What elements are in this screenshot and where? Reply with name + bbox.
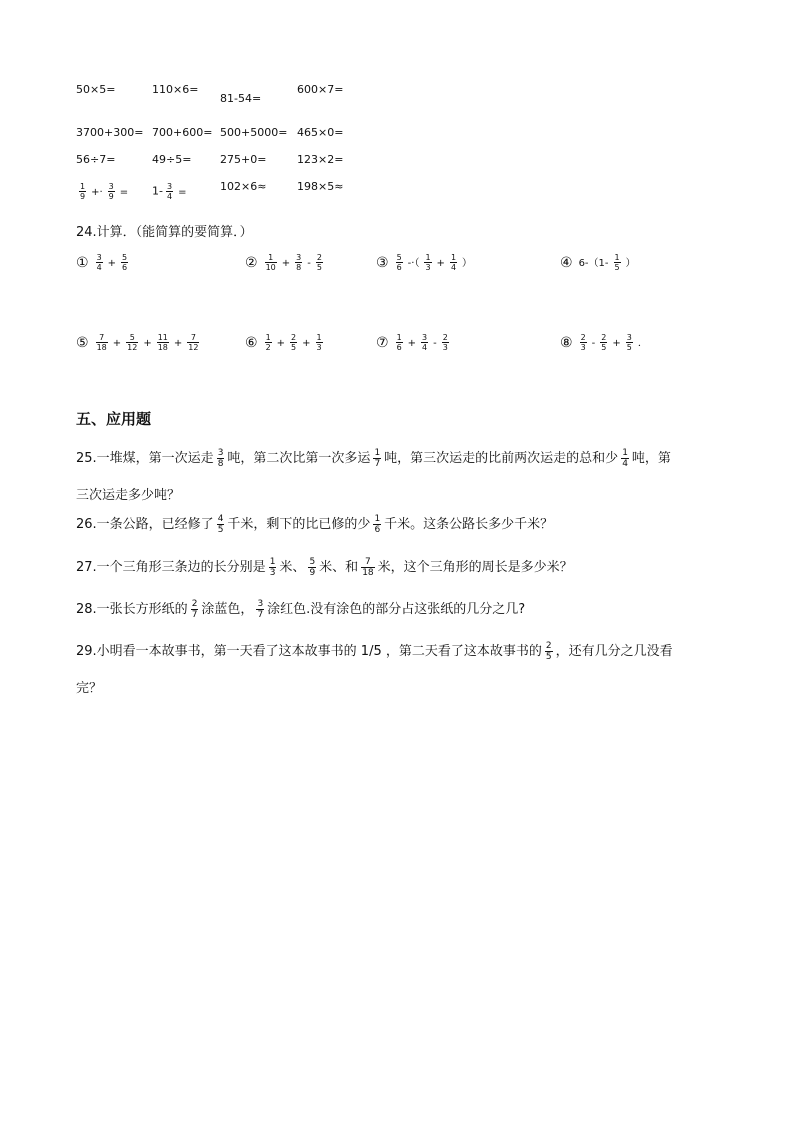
operator: + [276,337,286,349]
operator: -·（ [407,257,420,269]
q25-line2: 三次运走多少吨？ [76,488,181,503]
oral-item: 3700+300= [76,126,144,139]
fraction: $\frac{1}{4}$ [450,253,457,272]
fraction: $\frac{3}{8}$ [296,253,302,272]
q24-item [245,333,326,352]
operator: + [112,337,122,349]
fraction: $\frac{2}{5}$ [545,641,552,662]
q24-item [376,333,452,352]
fraction: $\frac{2}{3}$ [442,333,448,352]
operator: ） [462,257,473,269]
oral-item: 49÷5= [152,153,192,166]
oral-item: 600×7= [297,83,344,96]
fraction: $\frac{3}{4}$ [166,182,173,201]
fraction: $\frac{5}{12}$ [127,333,138,352]
fraction: $\frac{1}{4}$ [622,448,628,469]
fraction: $\frac{7}{12}$ [188,333,199,352]
fraction: $\frac{2}{5}$ [316,253,322,272]
q25-line1: 25.一堆煤，第一次运走 $\frac{3}{8}$ 吨，第二次比第一次多运 $\frac{1}{7}$ 吨，第三次运走的比前两次运走的总和少 $\frac{1}{4}$ 吨，第 [76,448,671,469]
fraction: $\frac{2}{7}$ [191,599,198,620]
fraction: $\frac{1}{6}$ [374,514,381,535]
fraction: $\frac{1}{6}$ [396,333,402,352]
fraction: $\frac{1}{2}$ [265,333,271,352]
operator: - [433,337,437,349]
operator: 6-（1- [578,257,609,269]
fraction: $\frac{2}{5}$ [291,333,297,352]
operator: + [143,337,152,349]
oral-item: 110×6= [152,83,199,96]
section-title: 五、应用题 [76,410,152,428]
q24-item [76,333,202,352]
q26: 26.一条公路，已经修了 $\frac{4}{5}$ 千米，剩下的比已修的少 $\frac{1}{6}$ 千米。这条公路长多少千米？ [76,514,554,535]
fraction: $\frac{1}{3}$ [316,333,322,352]
oral-item: 198×5≈ [297,180,344,193]
operator: + [302,337,311,349]
oral-item: 50×5= [76,83,116,96]
fraction: $\frac{2}{5}$ [601,333,607,352]
oral-item: 56÷7= [76,153,116,166]
fraction: $\frac{3}{5}$ [626,333,632,352]
item-number: ① [76,254,89,271]
oral-item: 275+0= [220,153,267,166]
fraction: $\frac{7}{18}$ [96,333,107,352]
item-number: ② [245,254,258,271]
item-number: ④ [560,254,573,271]
operator: - [591,337,596,349]
q24-title: 24.计算．（能简算的要简算．） [76,225,253,240]
fraction: $\frac{3}{7}$ [257,599,264,620]
fraction: $\frac{3}{9}$ [108,182,114,201]
item-number: ⑤ [76,334,89,351]
fraction: $\frac{1}{10}$ [265,253,276,272]
oral-item: 700+600= [152,126,213,139]
oral-item: 123×2= [297,153,344,166]
oral-item: 81-54= [220,92,262,105]
q24-item [560,253,638,272]
fraction: $\frac{1}{9}$ [80,182,86,201]
operator: + [612,337,621,349]
fraction: $\frac{5}{6}$ [122,253,128,272]
operator: ） [625,257,636,269]
q24-item [560,333,650,352]
operator: - [307,257,311,269]
q24-item [76,253,131,272]
q24-item [245,253,326,272]
operator: + [436,257,445,269]
operator: + [281,257,291,269]
operator: ． [637,337,648,349]
q28: 28.一张长方形纸的 $\frac{2}{7}$ 涂蓝色， $\frac{3}{7}$ 涂红色.没有涂色的部分占这张纸的几分之几? [76,599,526,620]
fraction: $\frac{11}{18}$ [157,333,168,352]
item-number: ⑦ [376,334,389,351]
oral-item-fraction-diff: 1- $\frac{3}{4}$ = [152,182,187,201]
fraction: $\frac{1}{3}$ [425,253,431,272]
q24-item [376,253,474,272]
fraction: $\frac{1}{5}$ [614,253,620,272]
fraction: $\frac{4}{5}$ [217,514,224,535]
oral-item: 102×6≈ [220,180,267,193]
item-number: ⑥ [245,334,258,351]
q27: 27.一个三角形三条边的长分别是 $\frac{1}{3}$ 米、 $\frac{5}{9}$ 米、和 $\frac{7}{18}$ 米，这个三角形的周长是多少米？ [76,557,573,578]
fraction: $\frac{3}{4}$ [422,333,428,352]
q29-line1: 29.小明看一本故事书，第一天看了这本故事书的 1/5 ，第二天看了这本故事书的 $\frac{2}{5}$ ，还有几分之几没看 [76,641,673,662]
q29-line2: 完？ [76,681,103,696]
oral-item: 465×0= [297,126,344,139]
oral-item: 500+5000= [220,126,288,139]
fraction: $\frac{1}{7}$ [374,448,381,469]
fraction: $\frac{1}{3}$ [269,557,276,578]
fraction: $\frac{2}{3}$ [580,333,586,352]
operator: + [407,337,417,349]
fraction: $\frac{3}{8}$ [217,448,224,469]
fraction: $\frac{3}{4}$ [96,253,102,272]
operator: + [173,337,183,349]
fraction: $\frac{5}{6}$ [396,253,402,272]
oral-item-fraction-sum: $\frac{1}{9}$ +· $\frac{3}{9}$ = [80,182,129,201]
item-number: ③ [376,254,389,271]
fraction: $\frac{5}{9}$ [309,557,316,578]
operator: + [107,257,117,269]
item-number: ⑧ [560,334,573,351]
fraction: $\frac{7}{18}$ [362,557,374,578]
